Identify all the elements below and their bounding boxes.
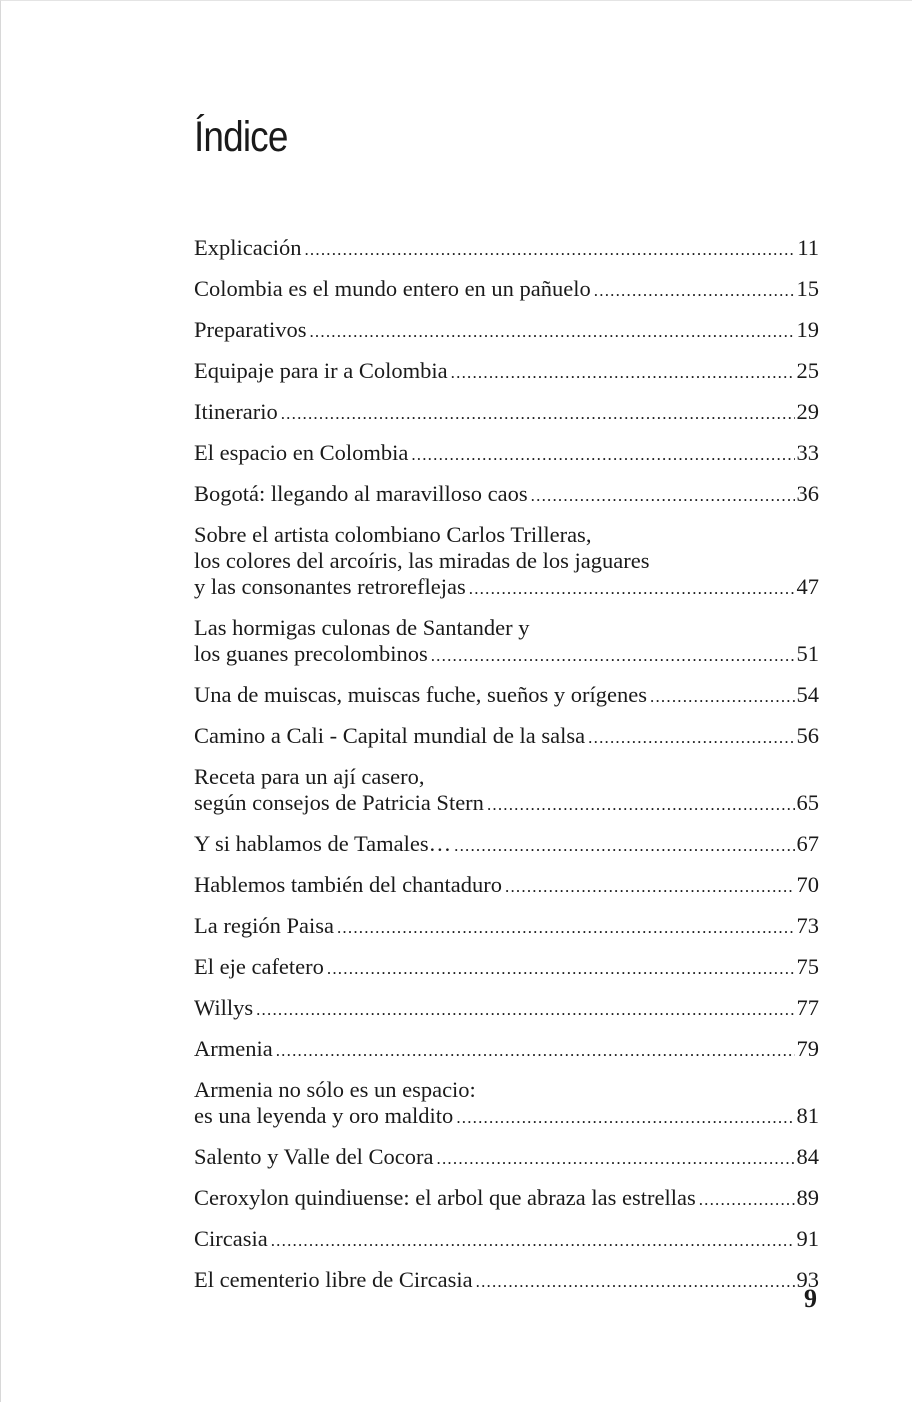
toc-entry-line: Sobre el artista colombiano Carlos Trilleras, — [194, 522, 592, 547]
toc-entry — [194, 954, 819, 982]
dot-leader — [469, 576, 795, 602]
dot-leader — [505, 874, 794, 900]
dot-leader — [650, 684, 794, 710]
toc-page-number: 29 — [796, 399, 819, 424]
toc-entry — [194, 764, 819, 818]
dot-leader — [588, 725, 794, 751]
toc-entry — [194, 1267, 819, 1295]
toc-page-number: 47 — [796, 574, 819, 599]
toc-entry-line: los colores del arcoíris, las miradas de los jaguares — [194, 548, 650, 573]
dot-leader — [304, 237, 795, 263]
dot-leader — [276, 1038, 795, 1064]
dot-leader — [271, 1228, 795, 1254]
table-of-contents — [194, 235, 819, 1308]
toc-entry-title: Preparativos — [194, 317, 307, 342]
toc-page-number: 51 — [796, 641, 819, 666]
toc-page-number: 11 — [797, 235, 819, 260]
toc-page-number: 19 — [796, 317, 819, 342]
toc-entry — [194, 399, 819, 427]
toc-entry — [194, 522, 819, 602]
toc-entry-title: El eje cafetero — [194, 954, 324, 979]
toc-entry-line: Armenia no sólo es un espacio: — [194, 1077, 476, 1102]
toc-page-number: 81 — [796, 1103, 819, 1128]
toc-entry — [194, 682, 819, 710]
dot-leader — [327, 956, 795, 982]
page-number: 9 — [804, 1284, 817, 1313]
toc-entry — [194, 235, 819, 263]
toc-entry-title: Una de muiscas, muiscas fuche, sueños y orígenes — [194, 682, 648, 707]
toc-entry — [194, 913, 819, 941]
dot-leader — [281, 401, 795, 427]
dot-leader — [437, 1146, 795, 1172]
toc-entry-title: Itinerario — [194, 399, 278, 424]
toc-entry-title: Equipaje para ir a Colombia — [194, 358, 448, 383]
toc-page-number: 77 — [796, 995, 819, 1020]
toc-page-number: 36 — [796, 481, 819, 506]
toc-page-number: 79 — [796, 1036, 819, 1061]
toc-page-number: 89 — [796, 1185, 819, 1210]
toc-entry-title: Colombia es el mundo entero en un pañuelo — [194, 276, 591, 301]
toc-entry-title: Explicación — [194, 235, 302, 260]
toc-entry-title: La región Paisa — [194, 913, 334, 938]
toc-entry-title: El espacio en Colombia — [194, 440, 409, 465]
dot-leader — [487, 792, 795, 818]
page-title: Índice — [194, 113, 288, 161]
toc-page-number: 67 — [796, 831, 819, 856]
toc-entry — [194, 440, 819, 468]
toc-page-number: 73 — [796, 913, 819, 938]
toc-entry — [194, 1185, 819, 1213]
toc-entry-title: Ceroxylon quindiuense: el arbol que abraza las estrellas — [194, 1185, 696, 1210]
dot-leader — [531, 483, 795, 509]
toc-entry-title: Armenia — [194, 1036, 273, 1061]
toc-entry — [194, 317, 819, 345]
toc-entry-title: Salento y Valle del Cocora — [194, 1144, 434, 1169]
toc-entry — [194, 276, 819, 304]
toc-entry — [194, 1036, 819, 1064]
dot-leader — [309, 319, 794, 345]
dot-leader — [699, 1187, 795, 1213]
toc-entry-title: Hablemos también del chantaduro — [194, 872, 503, 897]
toc-entry-title: y las consonantes retroreflejas — [194, 574, 466, 599]
toc-entry-title: Circasia — [194, 1226, 268, 1251]
dot-leader — [476, 1269, 795, 1295]
toc-entry — [194, 358, 819, 386]
dot-leader — [431, 643, 795, 669]
toc-entry — [194, 481, 819, 509]
toc-entry-title: El cementerio libre de Circasia — [194, 1267, 473, 1292]
dot-leader — [256, 997, 794, 1023]
toc-page-number: 75 — [796, 954, 819, 979]
toc-entry-line: Receta para un ají casero, — [194, 764, 425, 789]
toc-entry-title: los guanes precolombinos — [194, 641, 428, 666]
dot-leader — [451, 360, 795, 386]
toc-page-number: 33 — [796, 440, 819, 465]
toc-entry-line: Las hormigas culonas de Santander y — [194, 615, 530, 640]
dot-leader — [454, 833, 794, 859]
toc-page-number: 25 — [796, 358, 819, 383]
toc-entry-title: Y si hablamos de Tamales… — [194, 831, 452, 856]
toc-entry — [194, 615, 819, 669]
toc-page-number: 93 — [796, 1267, 819, 1292]
toc-entry — [194, 1077, 819, 1131]
dot-leader — [456, 1105, 794, 1131]
toc-page-number: 15 — [796, 276, 819, 301]
dot-leader — [411, 442, 794, 468]
toc-entry — [194, 1144, 819, 1172]
toc-entry — [194, 723, 819, 751]
toc-page-number: 84 — [796, 1144, 819, 1169]
toc-entry-title: es una leyenda y oro maldito — [194, 1103, 454, 1128]
dot-leader — [337, 915, 795, 941]
toc-entry-title: Camino a Cali - Capital mundial de la salsa — [194, 723, 586, 748]
toc-entry-title: Bogotá: llegando al maravilloso caos — [194, 481, 528, 506]
dot-leader — [594, 278, 795, 304]
toc-page-number: 54 — [796, 682, 819, 707]
toc-page-number: 70 — [796, 872, 819, 897]
toc-page-number: 65 — [796, 790, 819, 815]
toc-entry-title: Willys — [194, 995, 254, 1020]
toc-entry-title: según consejos de Patricia Stern — [194, 790, 484, 815]
toc-entry — [194, 1226, 819, 1254]
toc-page-number: 91 — [796, 1226, 819, 1251]
toc-entry — [194, 872, 819, 900]
toc-entry — [194, 831, 819, 859]
toc-page-number: 56 — [796, 723, 819, 748]
toc-entry — [194, 995, 819, 1023]
